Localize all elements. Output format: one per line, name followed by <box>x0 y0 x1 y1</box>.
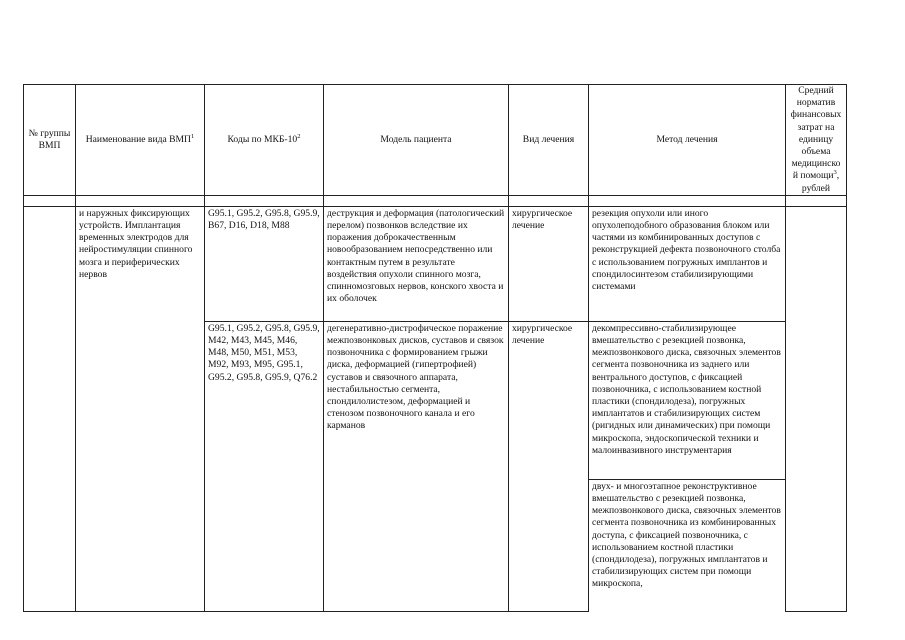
header-group-number: № группы ВМП <box>24 85 76 196</box>
patient-model-cell: деструкция и деформация (патологический перелом) позвонков вследствие их поражения доброкачественным новообразованием непосредственно или контактным путем в результате воздействия опухоли спинного мозга, спинномозговых нервов, конского хвоста и их оболочек <box>324 206 509 321</box>
vmp-name-cell: и наружных фиксирующих устройств. Имплантация временных электродов для нейростимуляции спинного мозга и периферических нервов <box>76 206 205 612</box>
spacer-row <box>24 195 847 206</box>
header-row <box>24 85 847 196</box>
vmp-table <box>23 84 847 612</box>
header-patient-model: Модель пациента <box>324 85 509 196</box>
header-cost-norm: Средний норматив финансовых затрат на единицу объема медицинской помощи$^3$, рублей <box>786 85 847 196</box>
treatment-method-cell: двух- и многоэтапное реконструктивное вмешательство с резекцией позвонка, межпозвонкового диска, связочных элементов сегмента позвоночника из комбинированных доступа, с фиксацией позвоночника, с использованием костной пластики (спондилодеза), погружных имплантатов и стабилизирующих систем при помощи микроскопа, <box>589 479 786 612</box>
icd-codes-cell: G95.1, G95.2, G95.8, G95.9, B67, D16, D18, M88 <box>205 206 324 321</box>
cost-norm-cell <box>786 206 847 612</box>
icd-codes-cell: G95.1, G95.2, G95.8, G95.9, M42, M43, M45, M46, M48, M50, M51, M53, M92, M93, M95, G95.1, G95.2, G95.8, G95.9, Q76.2 <box>205 321 324 612</box>
patient-model-cell: дегенеративно-дистрофическое поражение межпозвонковых дисков, суставов и связок позвоночника с формированием грыжи диска, деформацией (гипертрофией) суставов и связочного аппарата, нестабильностью сегмента, спондилолистезом, деформацией и стенозом позвоночного канала и его карманов <box>324 321 509 612</box>
header-treatment-type: Вид лечения <box>509 85 589 196</box>
group-number-cell <box>24 206 76 612</box>
treatment-type-cell: хирургическое лечение <box>509 206 589 321</box>
treatment-type-cell: хирургическое лечение <box>509 321 589 612</box>
table-row <box>24 206 847 321</box>
header-icd-codes: Коды по МКБ-$10^2$ <box>205 85 324 196</box>
treatment-method-cell: резекция опухоли или иного опухолеподобного образования блоком или частями из комбинированных доступов с реконструкцией дефекта позвоночного столба с использованием погружных имплантов и спондилосинтезом стабилизирующими системами <box>589 206 786 321</box>
header-treatment-method: Метод лечения <box>589 85 786 196</box>
treatment-method-cell: декомпрессивно-стабилизирующее вмешательство с резекцией позвонка, межпозвонкового диска, связочных элементов сегмента позвоночника из заднего или вентрального доступов, с фиксацией позвоночника, с использованием костной пластики (спондилодеза), погружных имплантатов и стабилизирующих систем (ригидных или динамических) при помощи микроскопа, эндоскопической техники и малоинвазивного инструментария <box>589 321 786 479</box>
header-vmp-name: Наименование вида ВМП$^1$ <box>76 85 205 196</box>
